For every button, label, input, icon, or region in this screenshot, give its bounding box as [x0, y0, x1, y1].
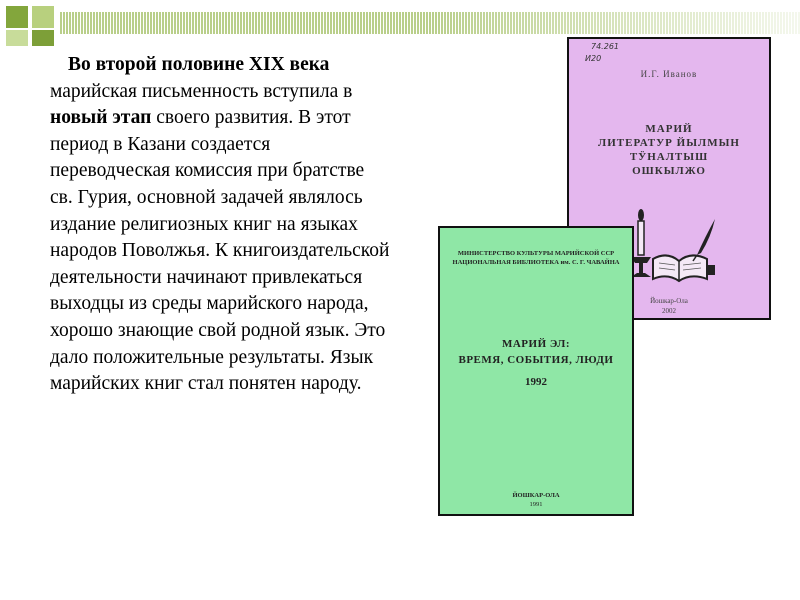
book-place: ЙОШКАР-ОЛА [512, 492, 560, 499]
header-stripe-fade [430, 12, 800, 34]
stamp-line-1: 74.261 [591, 42, 619, 51]
paragraph-part1: марийская письменность вступила в [50, 80, 353, 102]
corner-square-dark [6, 6, 28, 28]
book-title-2: ВРЕМЯ, СОБЫТИЯ, ЛЮДИ [458, 354, 614, 366]
stamp-line-2: И20 [585, 54, 602, 63]
paragraph-part2: своего развития. В этот период в Казани создается переводческая комиссия при братстве св. Гурия, основной задачей являлось издание религиозных книг на языках народов Поволжья. К книгоиздательской деятельности начинают привлекаться выходцы из среды марийского народа, хорошо знающие свой родной язык. Это дало положительные результаты. Язык марийских книг стал понятен народу. [50, 107, 390, 395]
corner-square-light-2 [6, 30, 28, 46]
book-author: И.Г. Иванов [640, 69, 698, 79]
book-title-1: МАРИЙ [645, 123, 693, 135]
book-org-line-2: НАЦИОНАЛЬНАЯ БИБЛИОТЕКА им. С. Г. ЧАВАЙНА [452, 259, 620, 266]
book-year-large: 1992 [525, 376, 547, 388]
corner-square-dark-2 [32, 30, 54, 46]
candle-book-quill-illustration [627, 207, 717, 285]
book-title-1: МАРИЙ ЭЛ: [501, 338, 571, 350]
book-title-4: ОШКЫЛЖО [632, 165, 706, 177]
book-year-small: 1991 [529, 501, 543, 508]
paragraph-lead: Во второй половине XIX века [68, 54, 330, 75]
book-title-3: ТӰНАЛТЫШ [629, 151, 709, 163]
book-org-line-1: МИНИСТЕРСТВО КУЛЬТУРЫ МАРИЙСКОЙ ССР [457, 250, 615, 257]
book-title-2: ЛИТЕРАТУР ЙЫЛМЫН [598, 137, 740, 149]
main-paragraph [50, 52, 390, 398]
book-year: 2002 [662, 307, 676, 315]
corner-square-light [32, 6, 54, 28]
library-stamp [571, 41, 621, 67]
book-place: Йошкар-Ола [650, 297, 688, 305]
paragraph-bold-phrase: новый этап [50, 107, 152, 129]
book-cover-green [438, 226, 634, 516]
